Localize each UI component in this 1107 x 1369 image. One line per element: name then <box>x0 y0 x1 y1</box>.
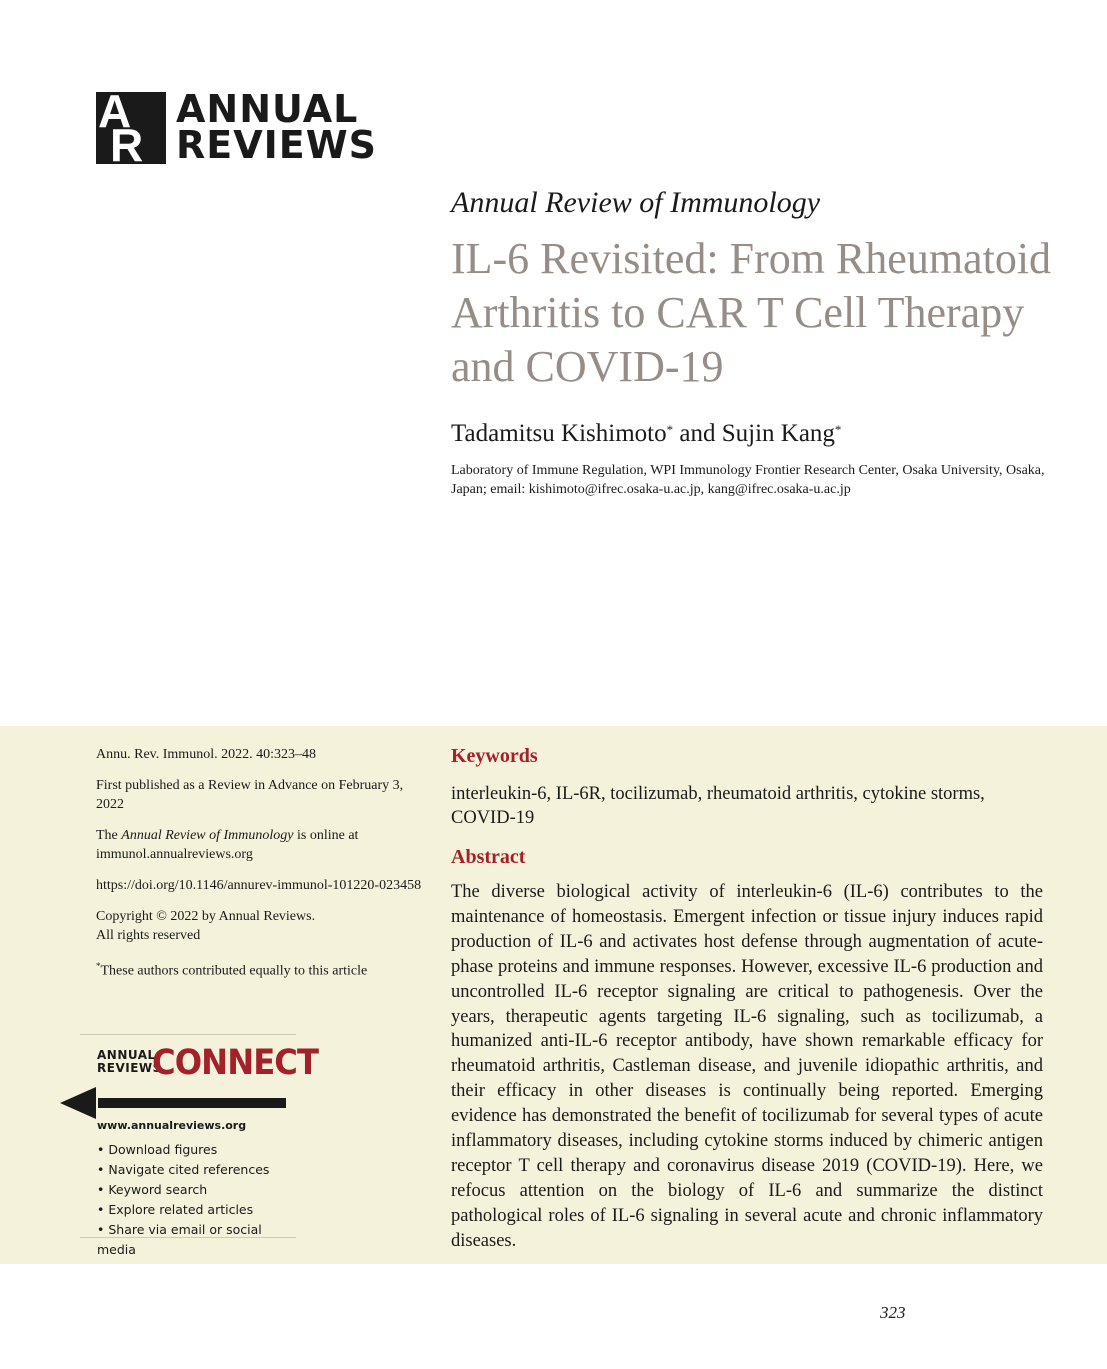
logo-line-2: REVIEWS <box>176 123 378 167</box>
connect-item: • Keyword search <box>97 1182 208 1197</box>
journal-name: Annual Review of Immunology <box>451 186 821 219</box>
author-1: Tadamitsu Kishimoto <box>451 420 667 447</box>
author-2-mark: * <box>834 422 842 437</box>
keywords-heading: Keywords <box>451 745 538 767</box>
online-pre: The <box>96 828 122 843</box>
copyright-line: Copyright © 2022 by Annual Reviews. <box>96 909 316 924</box>
online-post: is online at immunol.annualreviews.org <box>96 828 359 862</box>
author-2: Sujin Kang <box>721 420 835 447</box>
connect-ar-line-1: ANNUAL <box>97 1048 156 1062</box>
connect-item: • Navigate cited references <box>97 1162 270 1177</box>
equal-contribution-note <box>96 957 426 981</box>
note-text: These authors contributed equally to this article <box>100 963 368 979</box>
connect-header <box>80 1043 319 1083</box>
note-mark: * <box>96 961 101 971</box>
connect-wordmark: CONNECT <box>152 1043 319 1083</box>
connect-ar-line-2: REVIEWS <box>97 1061 162 1075</box>
keywords-text: interleukin-6, IL-6R, tocilizumab, rheumatoid arthritis, cytokine storms, COVID-19 <box>451 784 985 828</box>
abstract-heading: Abstract <box>451 846 526 868</box>
logo-wordmark <box>176 87 378 167</box>
citation: Annu. Rev. Immunol. 2022. 40:323–48 <box>96 747 316 762</box>
left-arrow-icon <box>80 1083 296 1117</box>
page-number: 323 <box>880 1303 906 1322</box>
logo-mark-r: R <box>110 119 144 164</box>
online-info <box>96 826 426 864</box>
logo-line-1: ANNUAL <box>176 87 359 131</box>
connect-item: • Explore related articles <box>97 1202 254 1217</box>
affiliation: Laboratory of Immune Regulation, WPI Immunology Frontier Research Center, Osaka University, Osaka, Japan; email: kishimoto@ifrec.osaka-u.ac.jp, kang@ifrec.osaka-u.ac.jp <box>451 463 1045 497</box>
connect-item: • Share via email or social media <box>97 1222 262 1257</box>
publication-date: First published as a Review in Advance on February 3, 2022 <box>96 778 404 812</box>
connect-item: • Download figures <box>97 1142 218 1157</box>
logo-mark-a: A <box>98 92 132 137</box>
article-metadata <box>96 745 426 993</box>
logo-mark <box>96 92 166 164</box>
doi-link[interactable]: https://doi.org/10.1146/annurev-immunol-101220-023458 <box>96 878 422 893</box>
connect-feature-list <box>80 1140 296 1260</box>
annual-reviews-logo <box>96 87 378 167</box>
author-1-mark: * <box>666 422 674 437</box>
annual-reviews-connect <box>80 1034 319 1257</box>
abstract-text: The diverse biological activity of interleukin-6 (IL-6) contributes to the maintenance of homeostasis. Emergent infection or tissue injury induces rapid production of IL-6 and activates host defense through augmentation of acute-phase proteins and immune responses. However, excessive IL-6 production and uncontrolled IL-6 receptor signaling are critical to pathogenesis. Over the years, therapeutic agents targeting IL-6 signaling, such as tocilizumab, a humanized anti-IL-6 receptor antibody, have shown remarkable efficacy for rheumatoid arthritis, Castleman disease, and juvenile idiopathic arthritis, and their efficacy in other diseases is continually being reported. Emerging evidence has demonstrated the benefit of tocilizumab for several types of acute inflammatory diseases, including cytokine storms induced by chimeric antigen receptor T cell therapy and coronavirus disease 2019 (COVID-19). Here, we refocus attention on the biology of IL-6 and summarize the distinct pathological roles of IL-6 signaling in several acute and chronic inflammatory diseases. <box>451 882 1043 1251</box>
connect-url[interactable]: www.annualreviews.org <box>97 1119 247 1132</box>
article-title: IL-6 Revisited: From Rheumatoid Arthritis to CAR T Cell Therapy and COVID-19 <box>451 234 1052 391</box>
copyright <box>96 907 426 945</box>
authors-and: and <box>673 420 722 447</box>
authors <box>451 420 841 448</box>
online-journal: Annual Review of Immunology <box>121 828 294 843</box>
rights-line: All rights reserved <box>96 928 201 943</box>
